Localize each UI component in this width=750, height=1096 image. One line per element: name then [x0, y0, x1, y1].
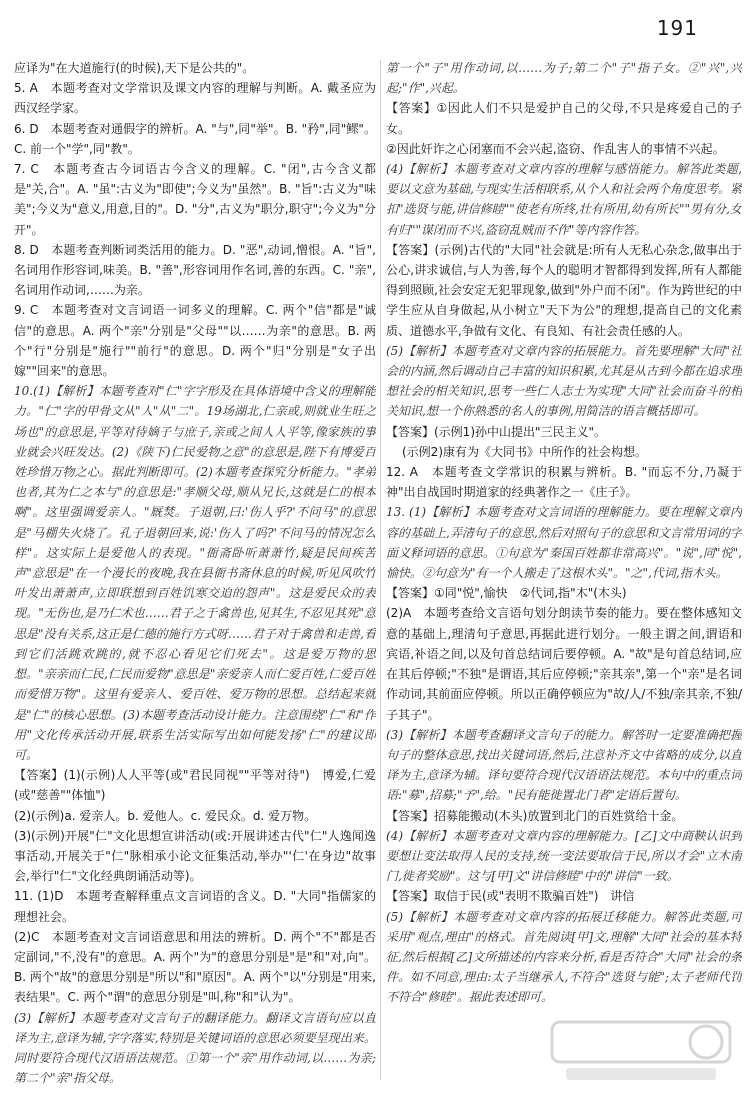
answer-line: 应译为"在大道施行(的时候),天下是公共的"。	[14, 61, 255, 75]
answer-q13-part3: (3)【解析】本题考查翻译文言句子的能力。解答时一定要准确把握句子的整体意思,找出关键词语,然后,注意补齐文中省略的成分,以直译为主,意译为辅。译句要符合现代汉语语法规范。本句中的重点词语:"募",招募;"予",给。"民有能徙置北门者"定语后置句。	[386, 727, 742, 803]
answer-q13-key3: 【答案】招募能搬动(木头)放置到北门的百姓赏给十金。	[386, 808, 684, 823]
column-divider	[380, 60, 381, 1080]
answer-r5: 【答案】(示例)古代的"大同"社会就是:所有人无私心杂念,做事出于公心,讲求诚信,与人为善,每个人的聪明才智都得到发挥,所有人都能得到照顾,社会安定无犯罪现象,做到"外户而不闭"。作为跨世纪的中学生应从自身做起,从小树立"天下为公"的理想,提高自己的文化素质、道德水平,争做有文化、有良知、有社会责任感的人。	[386, 242, 742, 338]
answer-q12: 12. A 本题考查文学常识的积累与辨析。B. "而忘不分,乃凝于神"出自战国时期道家的经典著作之一《庄子》。	[386, 465, 742, 500]
answer-r7: 【答案】(示例1)孙中山提出"三民主义"。	[386, 424, 607, 439]
answer-q10-part3: (3)(示例)开展"仁"文化思想宣讲活动(或:开展讲述古代"仁"人逸闻逸事活动,开展关于"仁"脉相承小论文征集活动,举办"'仁'在身边"故事会,举行"仁"文化经典朗诵活动等)。	[14, 828, 376, 884]
left-column	[14, 58, 376, 1088]
page-number: 191	[656, 16, 698, 40]
answer-r6: (5)【解析】本题考查对文章内容的拓展能力。首先要理解"大同"社会的内涵,然后调动自己丰富的知识积累,尤其是从古到今都在追求理想社会的相关知识,思考一些仁人志士为实现"大同"社会而奋斗的相关知识,想一个你熟悉的名人的事例,用简洁的语言概括即可。	[386, 343, 742, 419]
answer-r2: 【答案】①因此人们不只是爱护自己的父母,不只是疼爱自己的子女。	[386, 101, 742, 136]
answer-q11-part3: (3)【解析】本题考查对文言句子的翻译能力。翻译文言语句应以直译为主,意译为辅,字字落实,特别是关键词语的意思必须要呈现出来。同时要符合现代汉语语法规范。①第一个"亲"用作动词,以……为亲;第二个"亲"指父母。	[14, 1010, 376, 1086]
answer-q13-part4: (4)【解析】本题考查对文章内容的理解能力。[乙]文中商鞅认识到要想让变法取得人民的支持,统一变法要取信于民,所以才会"立木南门,徙者奖励"。这与[甲]文"讲信修睦"中的"讲信"一致。	[386, 828, 742, 884]
answer-q8: 8. D 本题考查判断词类活用的能力。D. "恶",动词,憎恨。A. "旨",名词用作形容词,味美。B. "善",形容词用作名词,善的东西。C. "亲",名词用作动词,……为亲。	[14, 242, 376, 298]
answer-q13-part2: (2)A 本题考查给文言语句划分朗读节奏的能力。要在整体感知文意的基础上,理清句子意思,再据此进行划分。一般主谓之间,谓语和宾语,补语之间,以及句首总结词后要停顿。A. "故"是句首总结词,应在其后停顿;"不独"是谓语,其后应停顿;"亲其亲",第一个"亲"是名词作动词,其前面应停顿。所以正确停顿应为"故/人/不独/亲其亲,不独/子其子"。	[386, 606, 742, 722]
answer-q10-key: 【答案】(1)(示例)人人平等(或"君民同视""平等对待") 博爱,仁爱(或"慈善""体恤")	[14, 768, 376, 803]
answer-q13-key1: 【答案】①同"悦",愉快 ②代词,指"木"(木头)	[386, 586, 627, 601]
answer-r4: (4)【解析】本题考查对文章内容的理解与感悟能力。解答此类题,要以文意为基础,与现实生活相联系,从个人和社会两个角度思考。紧扣"选贤与能,讲信修睦""使老有所终,壮有所用,幼有所长""男有分,女有归""谋闭而不兴,盗窃乱贼而不作"等内容作答。	[386, 162, 742, 237]
answer-q5: 5. A 本题考查对文学常识及课文内容的理解与判断。A. 戴圣应为西汉经学家。	[14, 81, 376, 116]
answer-r1: 第一个"子"用作动词,以……为子;第二个"子"指子女。②"兴",兴起;"作",兴起。	[386, 61, 742, 96]
right-column	[386, 58, 742, 1088]
answer-r3: ②因此奸诈之心闭塞而不会兴起,盗窃、作乱害人的事情不兴起。	[386, 141, 725, 156]
answer-q9: 9. C 本题考查对文言词语一词多义的理解。C. 两个"信"都是"诚信"的意思。A. 两个"亲"分别是"父母""以……为亲"的意思。B. 两个"行"分别是"施行""前行"的意思。D. 两个"归"分别是"女子出嫁""回来"的意思。	[14, 303, 376, 379]
answer-q10-part2: (2)(示例)a. 爱亲人。b. 爱他人。c. 爱民众。d. 爱万物。	[14, 808, 317, 823]
answer-q6: 6. D 本题考查对通假字的辨析。A. "与",同"举"。B. "矜",同"鳏"。C. 前一个"学",同"教"。	[14, 121, 376, 156]
answer-q11-part2: (2)C 本题考查对文言词语意思和用法的辨析。D. 两个"不"都是否定副词,"不,没有"的意思。A. 两个"为"的意思分别是"是"和"对,向"。B. 两个"故"的意思分别是"所以"和"原因"。A. 两个"以"分别是"用来,表结果"。C. 两个"谓"的意思分别是"叫,称"和"认为"。	[14, 929, 376, 1005]
answer-q11-part1: 11. (1)D 本题考查解释重点文言词语的含义。D. "大同"指儒家的理想社会。	[14, 889, 376, 924]
answer-q10-analysis: 10.(1)【解析】本题考查对"仁"字字形及在具体语境中含义的理解能力。"仁"字的甲骨文从"人"从"二"。19场湖北,仁亲或,则就业生旺之场也"的意思是,平等对待嫡子与庶子,亲或之间人人平等,像家族的事业就会兴旺发达。(2)《陕下)仁民爱物之意"的意思是,陛下有博爱百姓珍惜万物之心。据此判断即可。(2)本题考查探究分析能力。"孝弟也者,其为仁之本与"的意思是:"孝顺父母,顺从兄长,这就是仁的根本啊"。这里强调爱亲人。"厩焚。子退朝,曰:'伤人乎?'不问马"的意思是"马棚失火烧了。孔子退朝回来,说:'伤人了吗?'不问马的情况怎么样"。这实际上是爱他人的表现。"衙斋卧听萧萧竹,疑是民间疾苦声"意思是"在一个漫长的夜晚,我在县衙书斋休息的时候,听见风吹竹叶发出萧萧声,立即联想到百姓饥寒交迫的怨声"。这是爱民众的表现。"无伤也,是乃仁术也……君子之于禽兽也,见其生,不忍见其死"意思是"没有关系,这正是仁德的施行方式呀……君子对于禽兽和走兽,看到它们活跳欢跳的,就不忍心看见它们死去"。这是爱万物的思想。"亲亲而仁民,仁民而爱物"意思是"亲爱亲人而仁爱百姓,仁爱百姓而爱惜万物"。这里有爱亲人、爱百姓、爱万物的思想。总结起来就是"仁"的核心思想。(3)本题考查活动设计能力。注意围绕"仁"和"作用"文化传承活动开展,联系生活实际写出如何能发扬"仁"的建议即可。	[14, 384, 376, 762]
answer-q7: 7. C 本题考查古今词语古今含义的理解。C. "闭",古今含义都是"关,合"。A. "虽":古义为"即使";今义为"虽然"。B. "旨":古义为"味美";今义为"意义,用意,目的"。D. "分",古义为"职分,职守";今义为"分开"。	[14, 162, 376, 237]
answer-q13-key4: 【答案】取信于民(或"表明不欺骗百姓") 讲信	[386, 889, 635, 904]
watermark-logo-icon	[546, 1016, 736, 1086]
answer-q13-part1: 13. (1)【解析】本题考查对文言词语的理解能力。要在理解文章内容的基础上,弄清句子的意思,然后对照句子的意思和文言常用词的字面义释词语的意思。①句意为"秦国百姓都非常高兴"。"说",同"悦",愉快。②句意为"有一个人搬走了这根木头"。"之",代词,指木头。	[386, 505, 742, 581]
answer-q13-part5: (5)【解析】本题考查对文章内容的拓展迁移能力。解答此类题,可采用"观点,理由"的格式。首先阅读[甲]文,理解"大同"社会的基本特征,然后根据[乙]文所描述的内容来分析,看是否符合"大同"社会的条件。如不同意,理由:太子当继承人,不符合"选贤与能";太子老师代罚不符合"修睦"。据此表述即可。	[386, 909, 742, 1005]
answer-r8: (示例2)康有为《大同书》中所作的社会构想。	[402, 444, 647, 459]
